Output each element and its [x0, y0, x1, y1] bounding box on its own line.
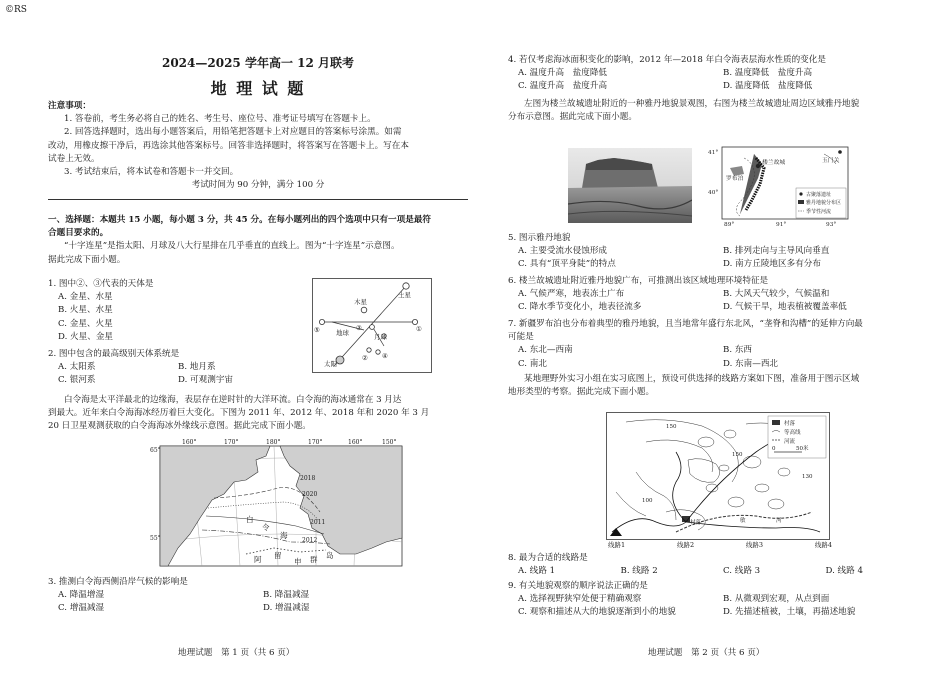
option-a[interactable]: A. 降温增湿 — [58, 590, 105, 601]
loulan-map — [704, 144, 850, 228]
intro-text: 到最大。近年来白令海海冰经历着巨大变化。下图为 2011 年、2012 年、2018 年和 2020 年 3 月 — [48, 408, 430, 419]
lon-label: 93° — [826, 222, 837, 228]
scale-label: 0 — [772, 446, 776, 452]
page-footer: 地理试题 第 1 页（共 6 页） — [178, 648, 295, 658]
luobu-label: 罗布泊 — [726, 176, 744, 182]
planet-5-marker — [319, 319, 324, 324]
saturn-label: 土星 — [398, 291, 411, 299]
question-9 — [508, 580, 928, 620]
legend-label: 等高线 — [784, 430, 801, 436]
section-1 — [48, 214, 431, 267]
question-stem: 可能是 — [508, 332, 534, 343]
question-stem: 5. 图示雅丹地貌 — [508, 233, 571, 243]
option-d[interactable]: D. 东南—西北 — [723, 358, 779, 369]
year-label: 2020 — [302, 491, 318, 498]
island-label: 申 — [294, 557, 302, 566]
notice-line: 试卷上无效。 — [48, 153, 100, 164]
option-b[interactable]: B. 大风天气较少，气候温和 — [723, 289, 830, 300]
option-c[interactable]: C. 观察和描述从大的地貌逐渐到小的地貌 — [518, 607, 676, 618]
option-b[interactable]: B. 线路 2 — [620, 566, 658, 577]
year-label: 2012 — [302, 537, 318, 544]
subject-title: 地 理 试 题 — [210, 79, 306, 98]
earth-label: 地球 — [336, 329, 349, 337]
sea-label: 令 — [262, 523, 270, 532]
island-label: 岛 — [326, 551, 334, 560]
option-b[interactable]: B. 东西 — [723, 345, 752, 356]
logo: ©RS — [5, 5, 27, 15]
option-d[interactable]: D. 可观测宇宙 — [178, 375, 234, 386]
question-1 — [48, 278, 298, 344]
bering-sea-map — [150, 438, 406, 568]
option-d[interactable]: D. 增温减湿 — [263, 603, 310, 614]
question-2 — [48, 348, 298, 388]
option-c[interactable]: C. 温度升高 盐度升高 — [518, 81, 608, 92]
option-b[interactable]: B. 温度降低 盐度升高 — [723, 68, 813, 79]
lat-label: 40° — [708, 190, 719, 196]
option-b[interactable]: B. 地月系 — [178, 362, 216, 373]
year-label: 2011 — [310, 519, 326, 526]
notice-line: 3. 考试结束后，将本试卷和答题卡一并交回。 — [64, 167, 239, 178]
intro-text: 分布示意图。据此完成下面小题。 — [508, 112, 637, 123]
notice-line: 2. 回答选择题时，选出每小题答案后，用铅笔把答题卡上对应题目的答案标号涂黑。如需 — [64, 127, 402, 138]
option-a[interactable]: A. 线路 1 — [518, 566, 556, 577]
option-a[interactable]: A. 选择视野狭窄处便于精确观察 — [518, 594, 642, 605]
sea-label: 海 — [280, 531, 288, 540]
jupiter-label: 木星 — [354, 298, 367, 306]
exam-title: 2024—2025 学年高一 12 月联考 — [161, 56, 355, 70]
question-stem: 1. 图中②、③代表的天体是 — [48, 279, 154, 289]
option-d[interactable]: D. 线路 4 — [825, 566, 863, 577]
intro-route — [508, 373, 859, 399]
contour-label: 150 — [732, 452, 743, 458]
lon-label: 160° — [182, 439, 197, 446]
planet-4-marker — [376, 350, 380, 354]
saturn-marker — [403, 283, 409, 289]
route-2-label: 线路2 — [676, 541, 695, 549]
lon-label: 180° — [266, 439, 281, 446]
cross-alignment-figure — [312, 278, 432, 373]
option-c[interactable]: C. 南北 — [518, 358, 547, 369]
option-b[interactable]: B. 从微观到宏观，从点到面 — [723, 594, 830, 605]
option-a[interactable]: A. 太阳系 — [58, 362, 96, 373]
question-stem: 7. 新疆罗布泊也分布着典型的雅丹地貌，且当地常年盛行东北风，“垄脊和沟槽”的延伸方向最 — [508, 319, 863, 329]
contour-label: 100 — [642, 498, 653, 504]
legend-label: 河流 — [784, 439, 796, 445]
route-labels — [608, 540, 832, 549]
question-stem: 4. 若仅考虑海冰面积变化的影响，2012 年—2018 年白令海表层海水性质的变化是 — [508, 55, 826, 65]
num-4: ④ — [382, 352, 388, 360]
lon-label: 150° — [382, 439, 397, 446]
intro-bering — [48, 394, 429, 434]
question-stem: 2. 图中包含的最高级别天体系统是 — [48, 349, 180, 359]
island-label: 群 — [310, 555, 318, 564]
sea-label: 白 — [246, 515, 254, 524]
section-title: 合题目要求的。 — [48, 228, 109, 239]
river-label: 河 — [776, 518, 782, 524]
option-a[interactable]: A. 气候严寒，地表冻土广布 — [518, 289, 625, 300]
contour-label: 150 — [666, 424, 677, 430]
num-2: ② — [362, 354, 368, 362]
option-d[interactable]: D. 气候干旱，地表植被覆盖率低 — [723, 302, 847, 313]
river-label: 敏 — [740, 518, 746, 524]
scale-label: 50米 — [796, 446, 809, 452]
option-c[interactable]: C. 增温减湿 — [58, 603, 105, 614]
legend-label: 雅丹地貌分布区 — [806, 200, 842, 206]
planet-2-marker — [367, 348, 371, 352]
question-3 — [48, 576, 468, 616]
question-stem: 8. 最为合适的线路是 — [508, 553, 588, 563]
option-b[interactable]: B. 火星、水星 — [58, 305, 113, 316]
jupiter-marker — [361, 307, 367, 313]
year-label: 2018 — [300, 475, 316, 482]
option-a[interactable]: A. 温度升高 盐度降低 — [518, 68, 608, 79]
option-c[interactable]: C. 金星、火星 — [58, 318, 113, 329]
notice-line: 1. 答卷前，考生务必将自己的姓名、考生号、座位号、准考证号填写在答题卡上。 — [64, 114, 376, 125]
exam-time: 考试时间为 90 分钟，满分 100 分 — [191, 180, 325, 191]
intro-text: 据此完成下面小题。 — [48, 254, 126, 265]
option-a[interactable]: A. 东北—西南 — [518, 345, 573, 356]
option-c[interactable]: C. 线路 3 — [723, 566, 761, 577]
sun-marker — [336, 356, 344, 364]
map-legend — [796, 188, 846, 218]
notice-block — [48, 100, 468, 192]
intro-text: 白令海是太平洋最北的边缘海，表层存在逆时针的大洋环流。白令海的海冰通常在 3 月达 — [64, 395, 402, 405]
question-stem: 3. 推测白令海西侧沿岸气候的影响是 — [48, 577, 188, 587]
num-5: ⑤ — [314, 326, 320, 334]
lon-label: 170° — [308, 439, 323, 446]
legend-label: 古聚落遗址 — [806, 192, 832, 198]
option-d[interactable]: D. 南方丘陵地区多有分布 — [723, 259, 821, 270]
loulan-label: 楼兰故城 — [762, 160, 786, 166]
option-b[interactable]: B. 降温减湿 — [263, 590, 310, 601]
question-4 — [508, 54, 928, 94]
option-a[interactable]: A. 主要受流水侵蚀形成 — [518, 246, 608, 257]
moon-label: 月球 — [374, 333, 387, 341]
legend-label: 村落 — [784, 421, 796, 427]
option-d[interactable]: D. 先描述植被，土壤，再描述地貌 — [723, 607, 856, 618]
page-footer: 地理试题 第 2 页（共 6 页） — [648, 648, 765, 658]
village-label: 村落 — [690, 520, 702, 526]
lat-label: 65° — [150, 447, 161, 454]
option-c[interactable]: C. 银河系 — [58, 375, 96, 386]
intro-text: 某地理野外实习小组在实习底图上，预设可供选择的线路方案如下图，准备用于图示区域 — [524, 374, 860, 384]
route-4-label: 线路4 — [814, 541, 832, 549]
notice-line: 改动，用橡皮擦干净后，再选涂其他答案标号。回答非选择题时，将答案写在答题卡上。写在本 — [48, 140, 409, 151]
route-contour-map — [606, 412, 830, 540]
lat-label: 55° — [150, 535, 161, 542]
question-stem: 9. 有关地貌观察的顺序说法正确的是 — [508, 581, 648, 591]
sun-label: 太阳 — [324, 360, 337, 368]
route-legend — [768, 416, 826, 458]
num-1: ① — [416, 325, 422, 333]
question-6 — [508, 275, 928, 315]
option-d[interactable]: D. 火星、金星 — [58, 331, 114, 342]
earth-marker — [370, 325, 375, 330]
section-title: 一、选择题：本题共 15 小题，每小题 3 分，共 45 分。在每小题列出的四个选项中只有一项是最符 — [48, 215, 432, 225]
lon-label: 170° — [224, 439, 239, 446]
route-1-label: 线路1 — [608, 541, 626, 549]
notice-heading: 注意事项： — [48, 101, 91, 111]
loulan-marker — [756, 164, 760, 168]
yumen-label: 玉门关 — [822, 158, 840, 164]
lon-label: 160° — [348, 439, 363, 446]
question-stem: 6. 楼兰故城遗址附近雅丹地貌广布，可推测出该区域地理环境特征是 — [508, 276, 769, 286]
legend-label: 季节性河流 — [806, 209, 832, 215]
lon-label: 91° — [776, 222, 787, 228]
lon-label: 89° — [724, 222, 735, 228]
intro-text: “十字连星”是指太阳、月球及八大行星排在几乎垂直的直线上。图为“十字连星”示意图。 — [64, 241, 400, 252]
route-3-label: 线路3 — [745, 541, 764, 549]
yardang-photo — [568, 148, 692, 223]
intro-text: 左图为楼兰故城遗址附近的一种雅丹地貌景观图，右图为楼兰故城遗址周边区域雅丹地貌 — [524, 99, 860, 109]
option-d[interactable]: D. 温度降低 盐度降低 — [723, 81, 813, 92]
question-7 — [508, 318, 928, 371]
island-label: 阿 — [254, 555, 262, 564]
lat-label: 41° — [708, 150, 719, 156]
yumen-marker — [838, 150, 842, 154]
option-c[interactable]: C. 降水季节变化小，地表径流多 — [518, 302, 642, 313]
option-c[interactable]: C. 具有“顶平身陡”的特点 — [518, 259, 616, 270]
island-label: 留 — [274, 551, 282, 560]
num-3: ③ — [356, 324, 362, 332]
question-5 — [508, 232, 928, 272]
contour-label: 130 — [802, 474, 813, 480]
intro-loulan — [508, 98, 859, 124]
option-b[interactable]: B. 排列走向与主导风向垂直 — [723, 246, 830, 257]
intro-text: 地形类型的考察。据此完成下面小题。 — [508, 387, 655, 398]
question-8 — [508, 552, 928, 578]
planet-1-marker — [412, 319, 417, 324]
intro-text: 20 日卫星观测获取的白令海海冰外缘线示意图。据此完成下面小题。 — [48, 421, 311, 432]
option-a[interactable]: A. 金星、水星 — [58, 292, 113, 303]
divider — [48, 199, 468, 200]
